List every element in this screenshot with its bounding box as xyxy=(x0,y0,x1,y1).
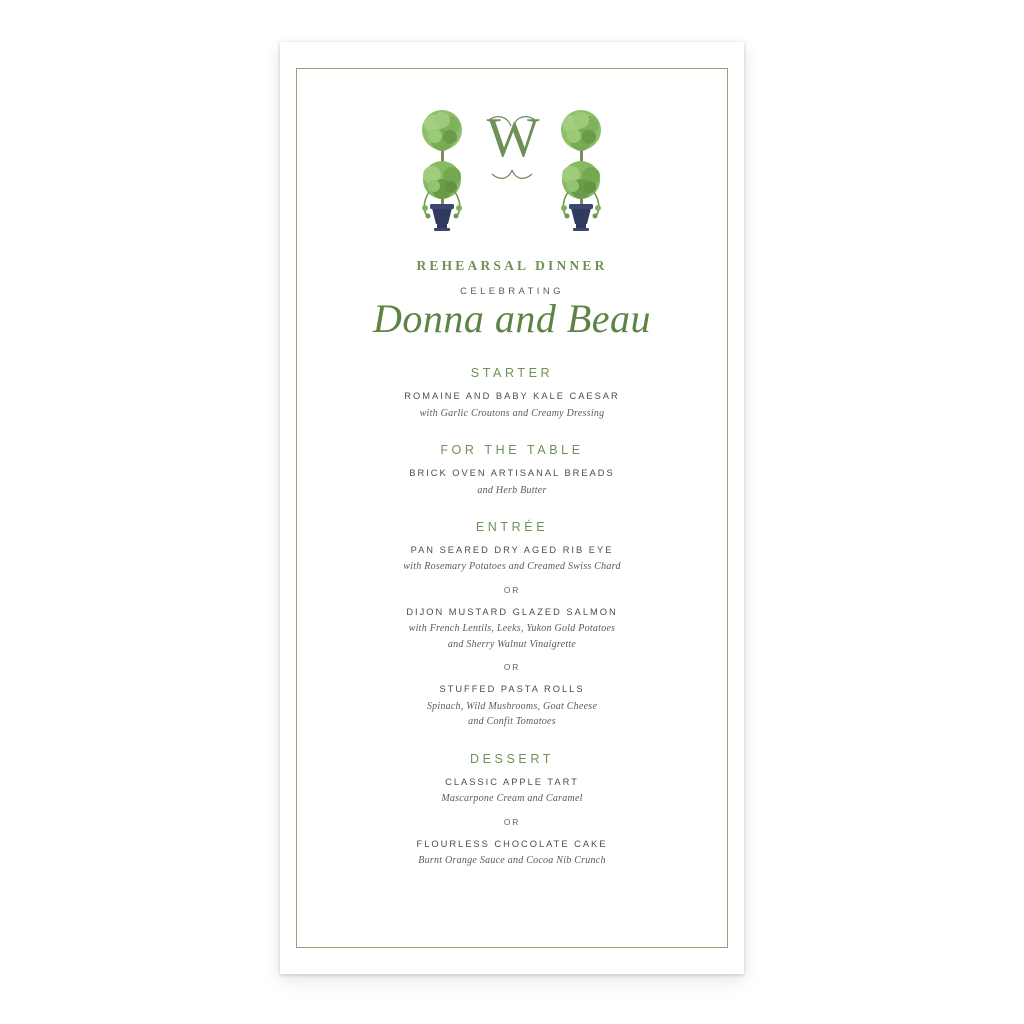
dish-name: ROMAINE AND BABY KALE CAESAR xyxy=(404,391,620,402)
dish-description: with Rosemary Potatoes and Creamed Swiss Chard xyxy=(403,561,621,573)
dish-description: with French Lentils, Leeks, Yukon Gold Potatoes and Sherry Walnut Vinaigrette xyxy=(408,623,616,650)
monogram-flourish-bottom-right xyxy=(512,170,532,178)
dish-description: and Herb Butter xyxy=(477,484,547,496)
menu-card xyxy=(280,42,744,974)
dish-description: Spinach, Wild Mushrooms, Goat Cheese and Confit Tomatoes xyxy=(426,700,598,728)
monogram-letter: W xyxy=(486,107,538,169)
urn-left xyxy=(430,204,454,231)
dish-name: FLOURLESS CHOCOLATE CAKE xyxy=(416,838,608,849)
urn-right xyxy=(569,204,593,231)
dish-name: STUFFED PASTA ROLLS xyxy=(439,684,585,695)
dish-description: Mascarpone Cream and Caramel xyxy=(441,793,583,805)
celebrating-label: CELEBRATING xyxy=(460,286,564,297)
menu-course xyxy=(324,520,700,730)
or-separator: OR xyxy=(503,816,521,827)
monogram-flourish-bottom-left xyxy=(492,170,512,178)
dish-description: Burnt Orange Sauce and Cocoa Nib Crunch xyxy=(418,855,606,867)
dish-description: with Garlic Croutons and Creamy Dressing xyxy=(419,407,605,419)
topiary-tree-right xyxy=(561,110,601,231)
topiary-tree-left xyxy=(422,110,462,231)
monogram-crest xyxy=(324,96,700,236)
or-separator: OR xyxy=(503,584,521,595)
menu-course-list xyxy=(324,366,700,868)
couple-names: Donna and Beau xyxy=(372,296,652,341)
dish-name: CLASSIC APPLE TART xyxy=(445,776,579,787)
menu-course xyxy=(324,752,700,869)
course-title: ENTRÉE xyxy=(475,520,549,534)
course-title: STARTER xyxy=(470,366,554,381)
dish-name: DIJON MUSTARD GLAZED SALMON xyxy=(406,606,618,617)
or-separator: OR xyxy=(503,662,521,673)
dish-name: BRICK OVEN ARTISANAL BREADS xyxy=(409,468,615,479)
dish-name: PAN SEARED DRY AGED RIB EYE xyxy=(410,545,614,555)
event-title: REHEARSAL DINNER xyxy=(416,258,608,273)
menu-course xyxy=(324,366,700,421)
crest-illustration xyxy=(397,96,627,236)
course-title: FOR THE TABLE xyxy=(440,443,584,458)
course-title: DESSERT xyxy=(469,751,554,766)
menu-course xyxy=(324,443,700,498)
card-content xyxy=(280,42,744,974)
